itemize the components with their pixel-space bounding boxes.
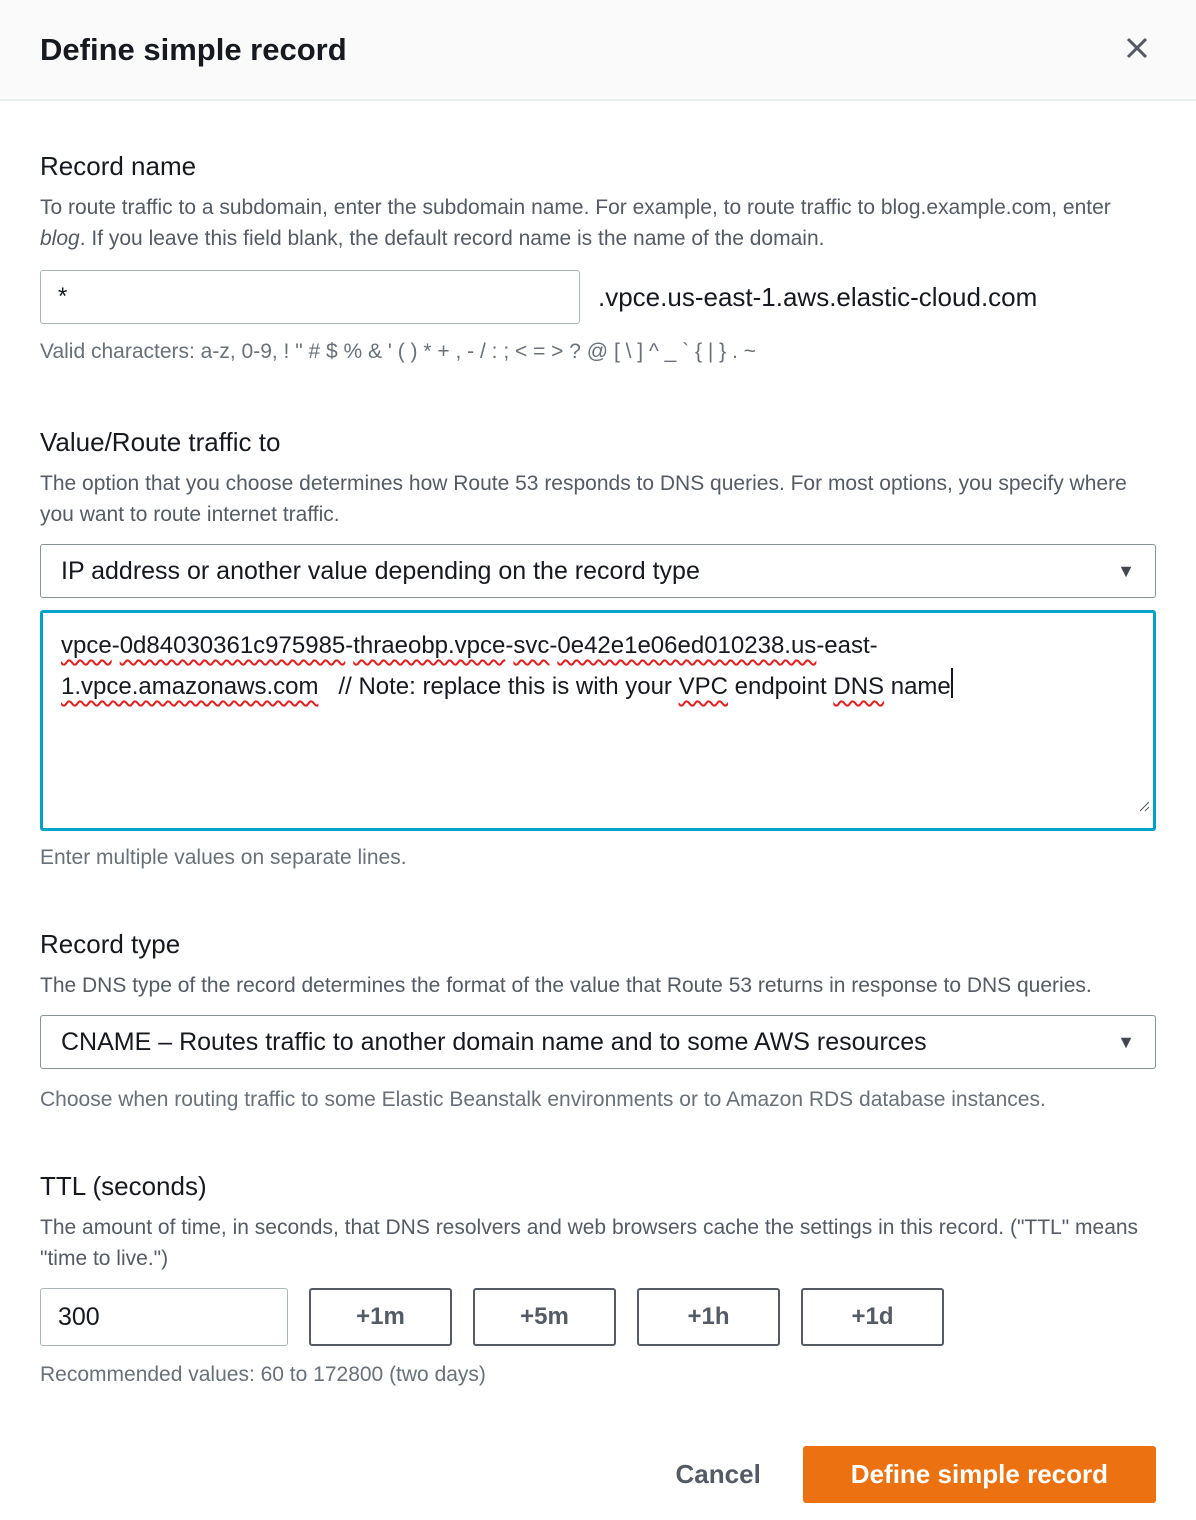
record-name-section	[40, 149, 1156, 367]
value-hint: Enter multiple values on separate lines.	[40, 846, 407, 869]
record-type-section	[40, 927, 1156, 1115]
define-simple-record-button[interactable]: Define simple record	[803, 1446, 1156, 1503]
record-type-description: The DNS type of the record determines the format of the value that Route 53 returns in response to DNS queries.	[40, 974, 1092, 997]
value-line: vpce-0d84030361c975985-thraeobp.vpce-svc-0e42e1e06ed010238.us-east-	[61, 632, 878, 659]
ttl-recommendation: Recommended values: 60 to 172800 (two days)	[40, 1363, 486, 1386]
ttl-plus-5m-button[interactable]: +5m	[473, 1288, 616, 1346]
text-caret	[951, 668, 953, 698]
ttl-section	[40, 1169, 1156, 1390]
ttl-input[interactable]	[40, 1288, 288, 1346]
ttl-plus-1m-button[interactable]: +1m	[309, 1288, 452, 1346]
ttl-description: The amount of time, in seconds, that DNS resolvers and web browsers cache the settings in this record. ("TTL" means "time to live.")	[40, 1216, 1139, 1270]
ttl-label: TTL (seconds)	[40, 1171, 207, 1201]
close-icon	[1122, 33, 1152, 66]
ttl-plus-1h-button[interactable]: +1h	[637, 1288, 780, 1346]
domain-suffix: .vpce.us-east-1.aws.elastic-cloud.com	[598, 281, 1038, 312]
chevron-down-icon: ▼	[1117, 1031, 1135, 1052]
record-type-constraint: Choose when routing traffic to some Elastic Beanstalk environments or to Amazon RDS database instances.	[40, 1088, 1046, 1111]
record-name-label: Record name	[40, 151, 197, 181]
cancel-button[interactable]: Cancel	[675, 1459, 761, 1489]
dialog-header	[0, 0, 1196, 101]
ttl-plus-1d-button[interactable]: +1d	[801, 1288, 944, 1346]
record-name-constraint: Valid characters: a-z, 0-9, ! " # $ % & ' ( ) * + , - / : ; < = > ? @ [ \ ] ^ _ ` { | } . ~	[40, 340, 756, 363]
record-type-selected-option: CNAME – Routes traffic to another domain name and to some AWS resources	[61, 1027, 927, 1056]
record-name-input[interactable]	[40, 270, 580, 324]
record-name-description: To route traffic to a subdomain, enter the subdomain name. For example, to route traffic to blog.example.com, enter blog. If you leave this field blank, the default record name is the name of the domain.	[40, 196, 1111, 250]
value-route-selected-option: IP address or another value depending on the record type	[61, 556, 700, 585]
record-type-select[interactable]	[40, 1015, 1156, 1069]
value-route-section	[40, 425, 1156, 873]
resize-handle-icon[interactable]	[1136, 784, 1150, 825]
value-route-select[interactable]	[40, 544, 1156, 598]
record-name-row	[40, 270, 1156, 324]
record-type-label: Record type	[40, 929, 181, 959]
value-textarea[interactable]	[40, 610, 1156, 831]
dialog-body	[0, 149, 1196, 1390]
value-route-label: Value/Route traffic to	[40, 427, 281, 457]
chevron-down-icon: ▼	[1117, 560, 1135, 581]
dialog-title: Define simple record	[40, 31, 347, 67]
ttl-row	[40, 1288, 1156, 1346]
value-line: 1.vpce.amazonaws.com // Note: replace this is with your VPC endpoint DNS name	[61, 666, 1135, 707]
close-button[interactable]	[1120, 33, 1154, 67]
dialog-footer	[0, 1446, 1196, 1503]
value-route-description: The option that you choose determines how Route 53 responds to DNS queries. For most options, you specify where you want to route internet traffic.	[40, 472, 1127, 526]
